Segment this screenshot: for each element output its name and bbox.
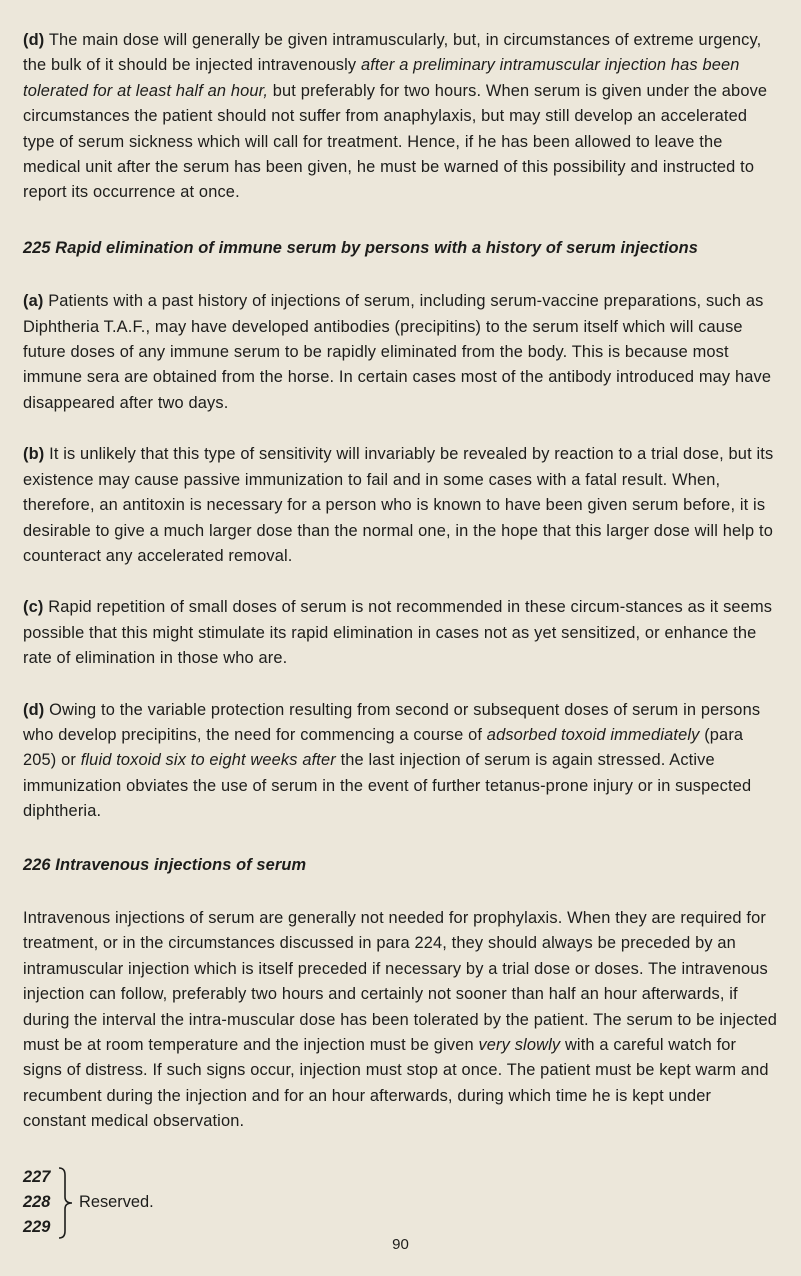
paragraph-italic-text: adsorbed toxoid immediately bbox=[486, 725, 700, 744]
paragraph-text: Patients with a past history of injections of serum, including serum-vaccine preparations, such as Diphtheria T.A.F., may have developed antibodies (precipitins) to the serum itself which will cause future doses of any immune serum to be rapidly eliminated from the body. This is because most immune sera are obtained from the horse. In certain cases most of the antibody introduced may have disappeared after two days. bbox=[23, 292, 772, 412]
reserved-label: Reserved. bbox=[79, 1192, 154, 1211]
paragraph-text: (para 205) or bbox=[23, 725, 744, 770]
paragraph-text: Intravenous injections of serum are generally not needed for prophylaxis. When they are required for treatment, or in the circumstances discussed in para 224, they should always be preceded by an intramuscular injection which is itself preceded if necessary by a trial dose or doses. The intravenous injection can follow, preferably two hours and certainly not sooner than half an hour afterwards, if during the interval the intra-muscular dose has been tolerated by the patient. The serum to be injected must be at room temperature and the injection must be given bbox=[23, 908, 778, 1054]
paragraph-225c bbox=[23, 595, 779, 671]
paragraph-italic-text: after a preliminary intramuscular injection has been tolerated for at least half an hour, bbox=[23, 56, 740, 100]
paragraph-text: the last injection of serum is again stressed. Active immunization obviates the use of serum in the event of further tetanus-prone injury or in suspected diphtheria. bbox=[23, 751, 752, 821]
paragraph-225b bbox=[23, 442, 779, 569]
paragraph-text: with a careful watch for signs of distress. If such signs occur, injection must stop at once. The patient must be kept warm and recumbent during the injection and for an hour afterwards, during which time he is kept under constant medical observation. bbox=[23, 1036, 769, 1131]
page-number: 90 bbox=[392, 1236, 409, 1253]
paragraph-225a bbox=[23, 289, 779, 416]
section-number-229: 229 bbox=[23, 1217, 51, 1236]
paragraph-226 bbox=[23, 906, 779, 1135]
paragraph-225d bbox=[23, 698, 779, 825]
paragraph-label: (d) bbox=[23, 700, 45, 719]
paragraph-224d bbox=[23, 28, 779, 206]
paragraph-label: (d) bbox=[23, 31, 45, 49]
paragraph-label: (c) bbox=[23, 598, 44, 617]
paragraph-text: The main dose will generally be given intramuscularly, but, in circumstances of extreme urgency, the bulk of it should be injected intravenously bbox=[23, 31, 762, 75]
section-number-227: 227 bbox=[23, 1167, 51, 1186]
paragraph-italic-text: fluid toxoid six to eight weeks after bbox=[80, 751, 336, 770]
brace-icon bbox=[57, 1167, 75, 1239]
section-heading-225: 225 Rapid elimination of immune serum by persons with a history of serum injections bbox=[23, 238, 698, 257]
section-heading-226: 226 Intravenous injections of serum bbox=[23, 855, 307, 874]
paragraph-label: (b) bbox=[23, 445, 45, 464]
paragraph-text: It is unlikely that this type of sensitivity will invariably be revealed by reaction to a trial dose, but its existence may cause passive immunization to fail and in some cases with a fatal result. When, therefore, an antitoxin is necessary for a person who is known to have been given serum before, it is desirable to give a much larger dose than the normal one, in the hope that this larger dose will help to counteract any accelerated removal. bbox=[23, 445, 774, 565]
paragraph-text: but preferably for two hours. When serum is given under the above circumstances the patient should not suffer from anaphylaxis, but may still develop an accelerated type of serum sickness which will call for treatment. Hence, if he has been allowed to leave the medical unit after the serum has been given, he must be warned of this possibility and instructed to report its occurrence at once. bbox=[23, 81, 768, 202]
paragraph-label: (a) bbox=[23, 292, 44, 311]
paragraph-text: Owing to the variable protection resulting from second or subsequent doses of serum in persons who develop precipitins, the need for commencing a course of bbox=[23, 700, 761, 744]
paragraph-text: Rapid repetition of small doses of serum is not recommended in these circum-stances as it seems possible that this might stimulate its rapid elimination in cases not as yet sensitized, or enhance the rate of elimination in those who are. bbox=[23, 598, 773, 668]
paragraph-italic-text: very slowly bbox=[478, 1036, 561, 1054]
section-number-228: 228 bbox=[23, 1192, 51, 1211]
